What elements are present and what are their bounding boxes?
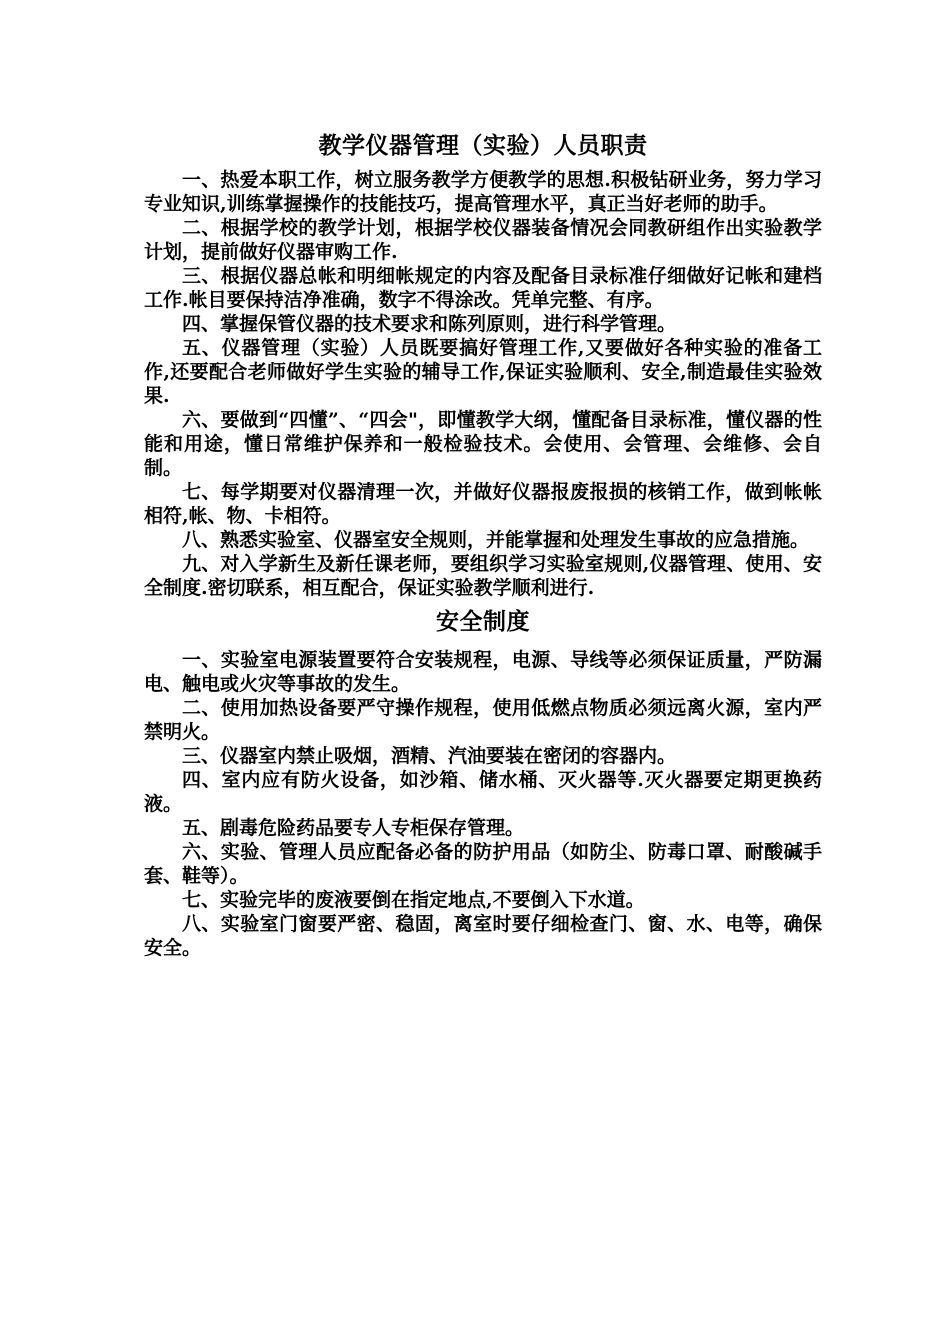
duty-item-1: 一、热爱本职工作，树立服务教学方便教学的思想.积极钻研业务，努力学习专业知识,训练掌握操作的技能技巧，提高管理水平，真正当好老师的助手。 [144,169,822,215]
safety-item-1: 一、实验室电源装置要符合安装规程，电源、导线等必须保证质量，严防漏电、触电或火灾等事故的发生。 [144,649,822,695]
duty-item-2: 二、根据学校的教学计划，根据学校仪器装备情况会同教研组作出实验教学计划，提前做好仪器审购工作. [144,217,822,263]
safety-item-8: 八、实验室门窗要严密、稳固，离室时要仔细检查门、窗、水、电等，确保安全。 [144,913,822,959]
duty-item-7: 七、每学期要对仪器清理一次，并做好仪器报废报损的核销工作，做到帐帐相符,帐、物、卡相符。 [144,481,822,527]
safety-item-4: 四、室内应有防火设备，如沙箱、储水桶、灭火器等.灭火器要定期更换药液。 [144,769,822,815]
safety-item-5: 五、剧毒危险药品要专人专柜保存管理。 [182,817,525,839]
duty-item-9: 九、对入学新生及新任课老师，要组织学习实验室规则,仪器管理、使用、安全制度.密切联系，相互配合，保证实验教学顺利进行. [144,553,822,599]
safety-item-2: 二、使用加热设备要严守操作规程，使用低燃点物质必须远离火源，室内严禁明火。 [144,697,822,743]
safety-item-3: 三、仪器室内禁止吸烟，酒精、汽油要装在密闭的容器内。 [182,745,677,767]
duty-item-8: 八、熟悉实验室、仪器室安全规则，并能掌握和处理发生事故的应急措施。 [182,529,810,551]
duty-item-5: 五、仪器管理（实验）人员既要搞好管理工作,又要做好各种实验的准备工作,还要配合老师做好学生实验的辅导工作,保证实验顺利、安全,制造最佳实验效果. [144,337,822,407]
duty-item-3: 三、根据仪器总帐和明细帐规定的内容及配备目录标准仔细做好记帐和建档工作.帐目要保持洁净准确，数字不得涂改。凭单完整、有序。 [144,265,822,311]
duties-title: 教学仪器管理（实验）人员职责 [318,132,648,159]
document-page [144,128,822,960]
safety-item-6: 六、实验、管理人员应配备必备的防护用品（如防尘、防毒口罩、耐酸碱手套、鞋等）。 [144,841,822,887]
safety-title: 安全制度 [436,608,530,635]
duty-item-6: 六、要做到“四懂”、“四会"，即懂教学大纲，懂配备目录标准，懂仪器的性能和用途，懂日常维护保养和一般检验技术。会使用、会管理、会维修、会自制。 [144,409,822,479]
duty-item-4: 四、掌握保管仪器的技术要求和陈列原则，进行科学管理。 [182,313,677,335]
safety-item-7: 七、实验完毕的废液要倒在指定地点,不要倒入下水道。 [182,889,645,911]
